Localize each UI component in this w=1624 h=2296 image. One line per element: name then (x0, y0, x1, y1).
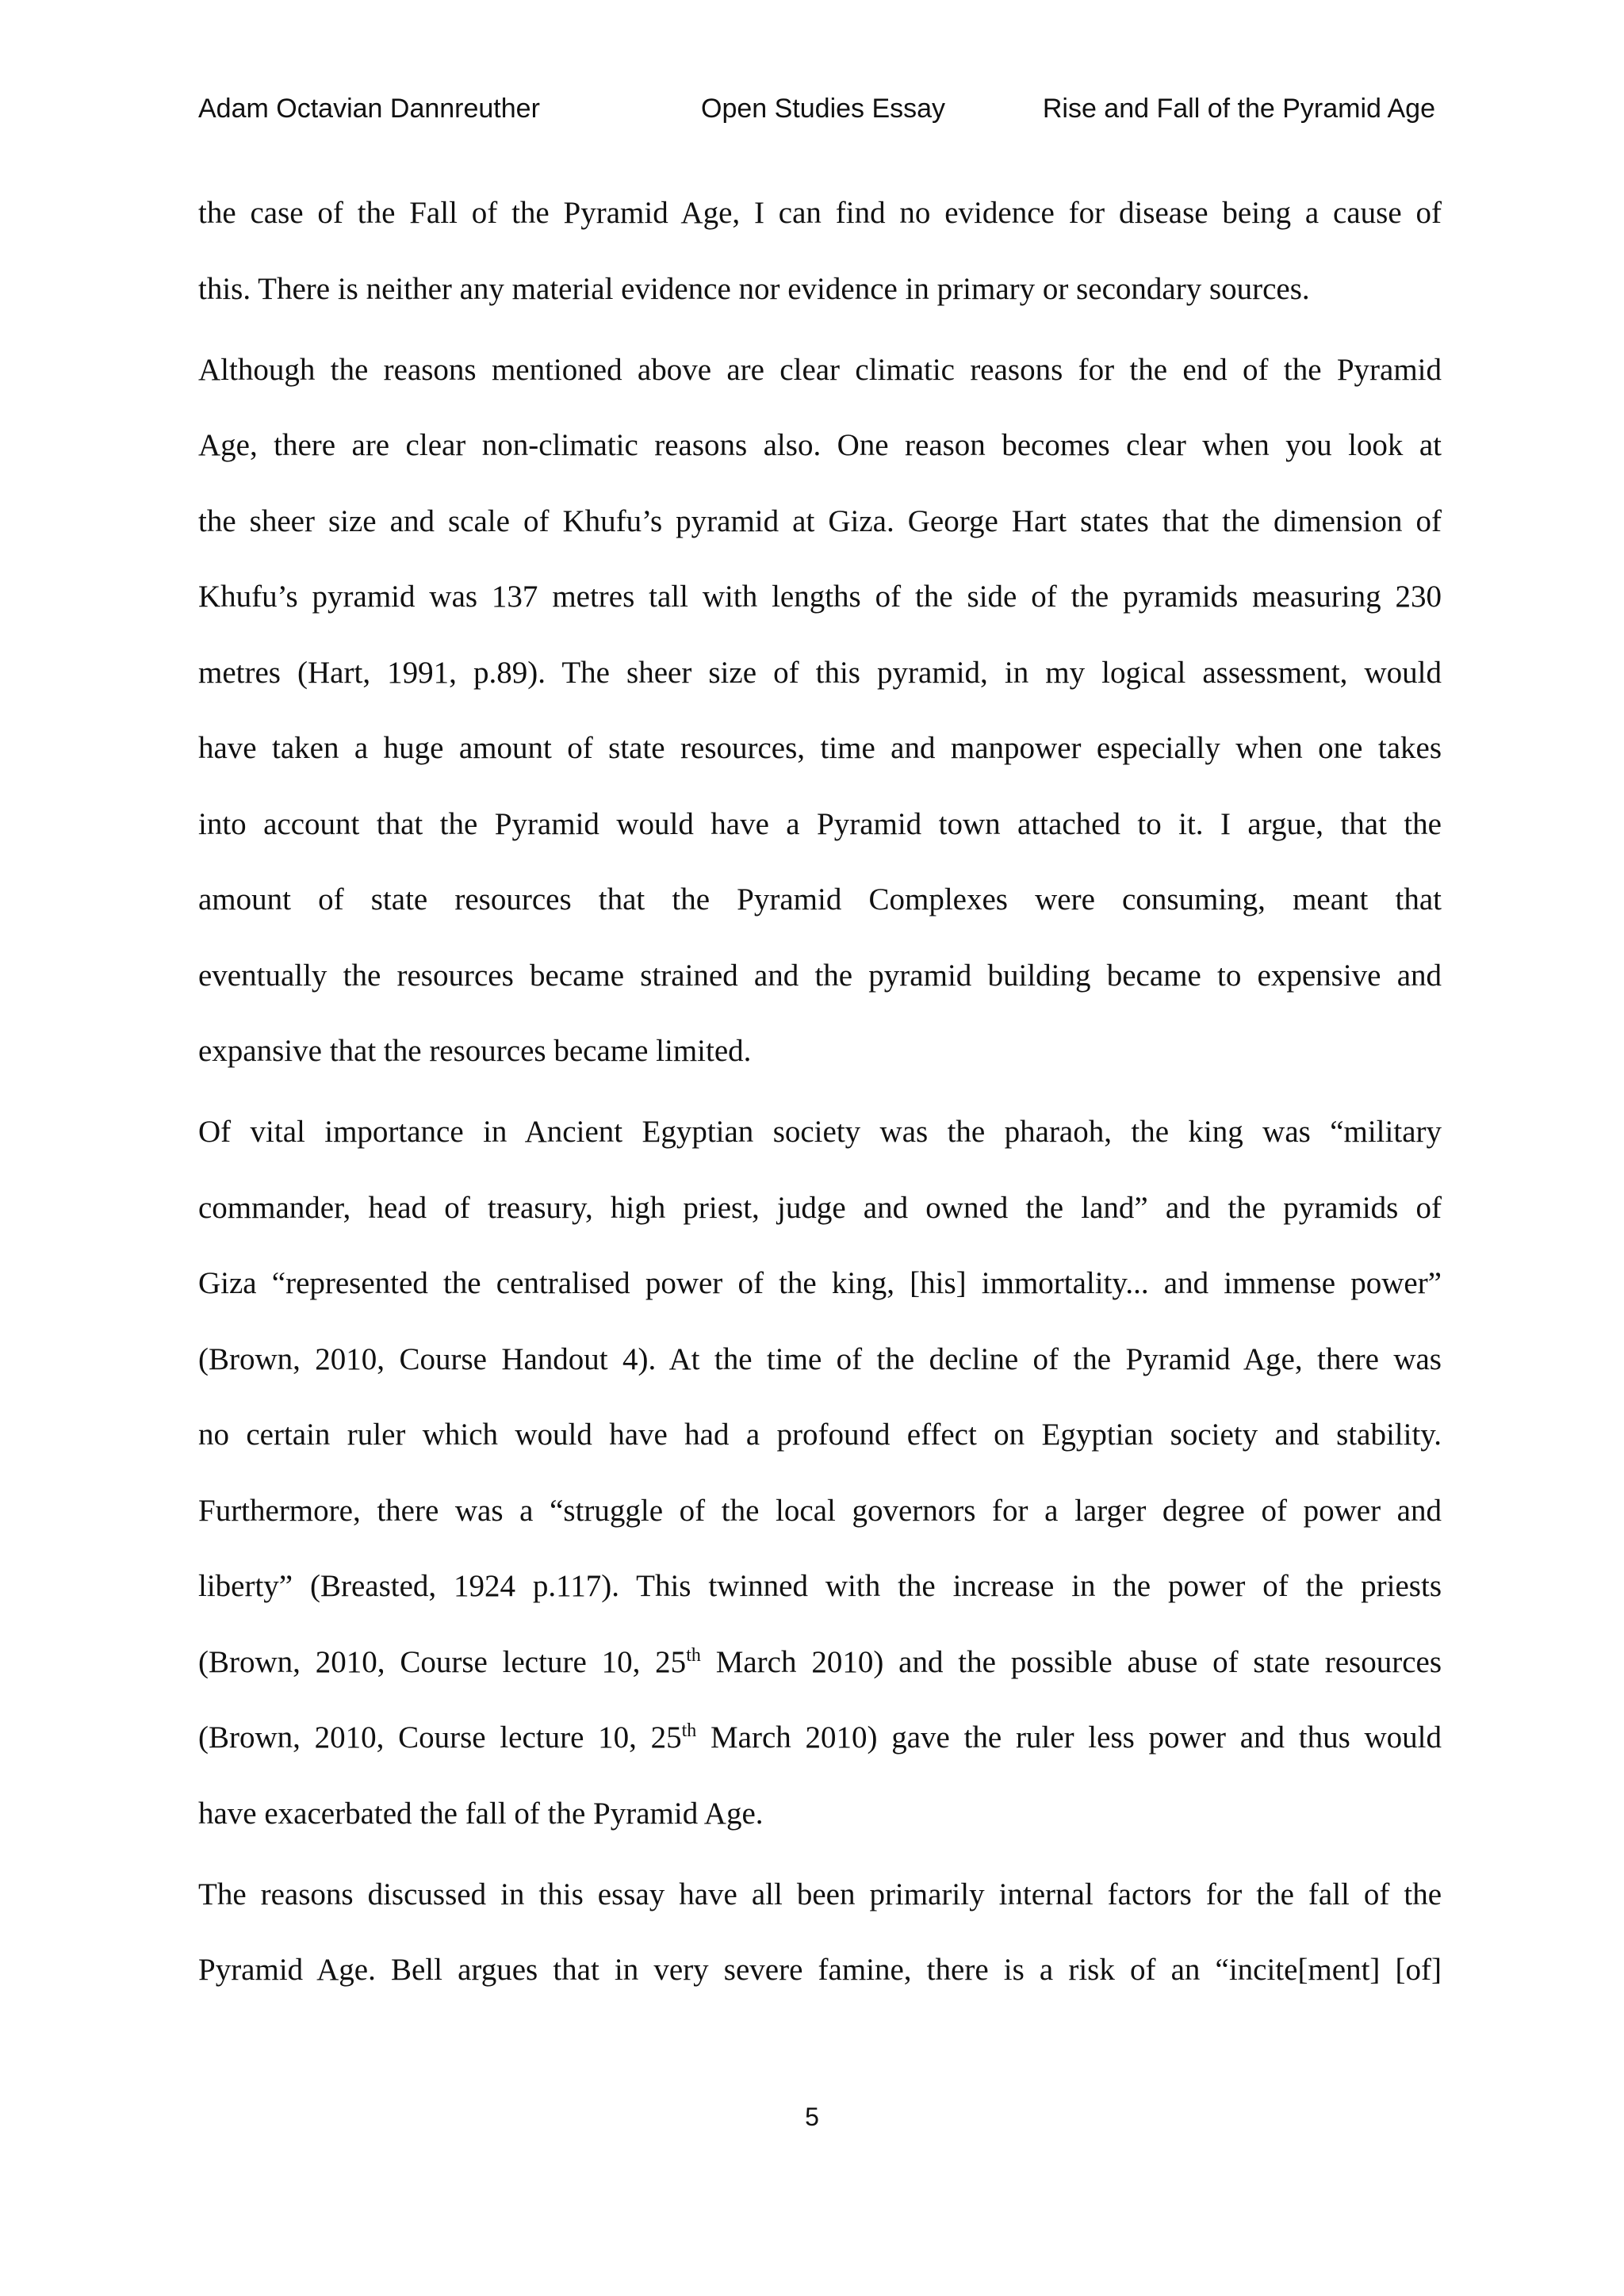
ordinal-superscript: th (686, 1644, 701, 1666)
text-line: liberty” (Breasted, 1924 p.117). This twinned with the increase in the power of the priests (198, 1569, 1442, 1603)
essay-body (198, 193, 1442, 2052)
text-line: this. There is neither any material evidence nor evidence in primary or secondary sources. (198, 271, 1310, 306)
citation-text: (Brown, 2010, Course lecture 10, 25 (198, 1720, 682, 1755)
text-line: metres (Hart, 1991, p.89). The sheer size of this pyramid, in my logical assessment, would (198, 655, 1442, 690)
text-line: into account that the Pyramid would have a Pyramid town attached to it. I argue, that the (198, 806, 1442, 841)
text-line-with-superscript (198, 1643, 1442, 1719)
citation-text: March 2010) gave the ruler less power and thus would (696, 1720, 1442, 1755)
text-line: The reasons discussed in this essay have all been primarily internal factors for the fall of the (198, 1877, 1442, 1911)
text-line: Khufu’s pyramid was 137 metres tall with lengths of the side of the pyramids measuring 230 (198, 580, 1442, 614)
header-essay-title: Rise and Fall of the Pyramid Age (1042, 94, 1435, 124)
citation-text: (Brown, 2010, Course lecture 10, 25 (198, 1644, 687, 1679)
paragraph-1 (198, 193, 1442, 325)
header-course: Open Studies Essay (701, 94, 946, 124)
text-line: have exacerbated the fall of the Pyramid Age. (198, 1796, 764, 1831)
paragraph-3 (198, 1112, 1442, 1850)
text-line: amount of state resources that the Pyramid Complexes were consuming, meant that (198, 882, 1442, 916)
page-header (198, 94, 1435, 133)
text-line: no certain ruler which would have had a profound effect on Egyptian society and stability. (198, 1418, 1442, 1452)
text-line: Age, there are clear non-climatic reasons also. One reason becomes clear when you look at (198, 428, 1442, 462)
text-line: Of vital importance in Ancient Egyptian society was the pharaoh, the king was “military (198, 1115, 1442, 1149)
text-line: the case of the Fall of the Pyramid Age, I can find no evidence for disease being a cause of (198, 196, 1442, 230)
text-line: expansive that the resources became limited. (198, 1034, 752, 1068)
text-line: eventually the resources became strained and the pyramid building became to expensive and (198, 958, 1442, 993)
header-author: Adam Octavian Dannreuther (198, 94, 540, 124)
text-line: have taken a huge amount of state resources, time and manpower especially when one takes (198, 731, 1442, 765)
text-line: Giza “represented the centralised power of the king, [his] immortality... and immense power” (198, 1266, 1442, 1300)
text-line: Furthermore, there was a “struggle of the local governors for a larger degree of power and (198, 1493, 1442, 1528)
text-line: Although the reasons mentioned above are clear climatic reasons for the end of the Pyramid (198, 352, 1442, 387)
text-line-with-superscript (198, 1718, 1442, 1794)
citation-text: March 2010) and the possible abuse of state resources (700, 1644, 1442, 1679)
ordinal-superscript: th (681, 1720, 697, 1741)
paragraph-2 (198, 350, 1442, 1088)
text-line: commander, head of treasury, high priest, judge and owned the land” and the pyramids of (198, 1190, 1442, 1225)
text-line: (Brown, 2010, Course Handout 4). At the time of the decline of the Pyramid Age, there was (198, 1341, 1442, 1376)
text-line: Pyramid Age. Bell argues that in very severe famine, there is a risk of an “incite[ment] [of] (198, 1953, 1442, 1987)
text-line: the sheer size and scale of Khufu’s pyramid at Giza. George Hart states that the dimension of (198, 503, 1442, 538)
page-number: 5 (805, 2103, 819, 2131)
paragraph-4 (198, 1875, 1442, 2026)
